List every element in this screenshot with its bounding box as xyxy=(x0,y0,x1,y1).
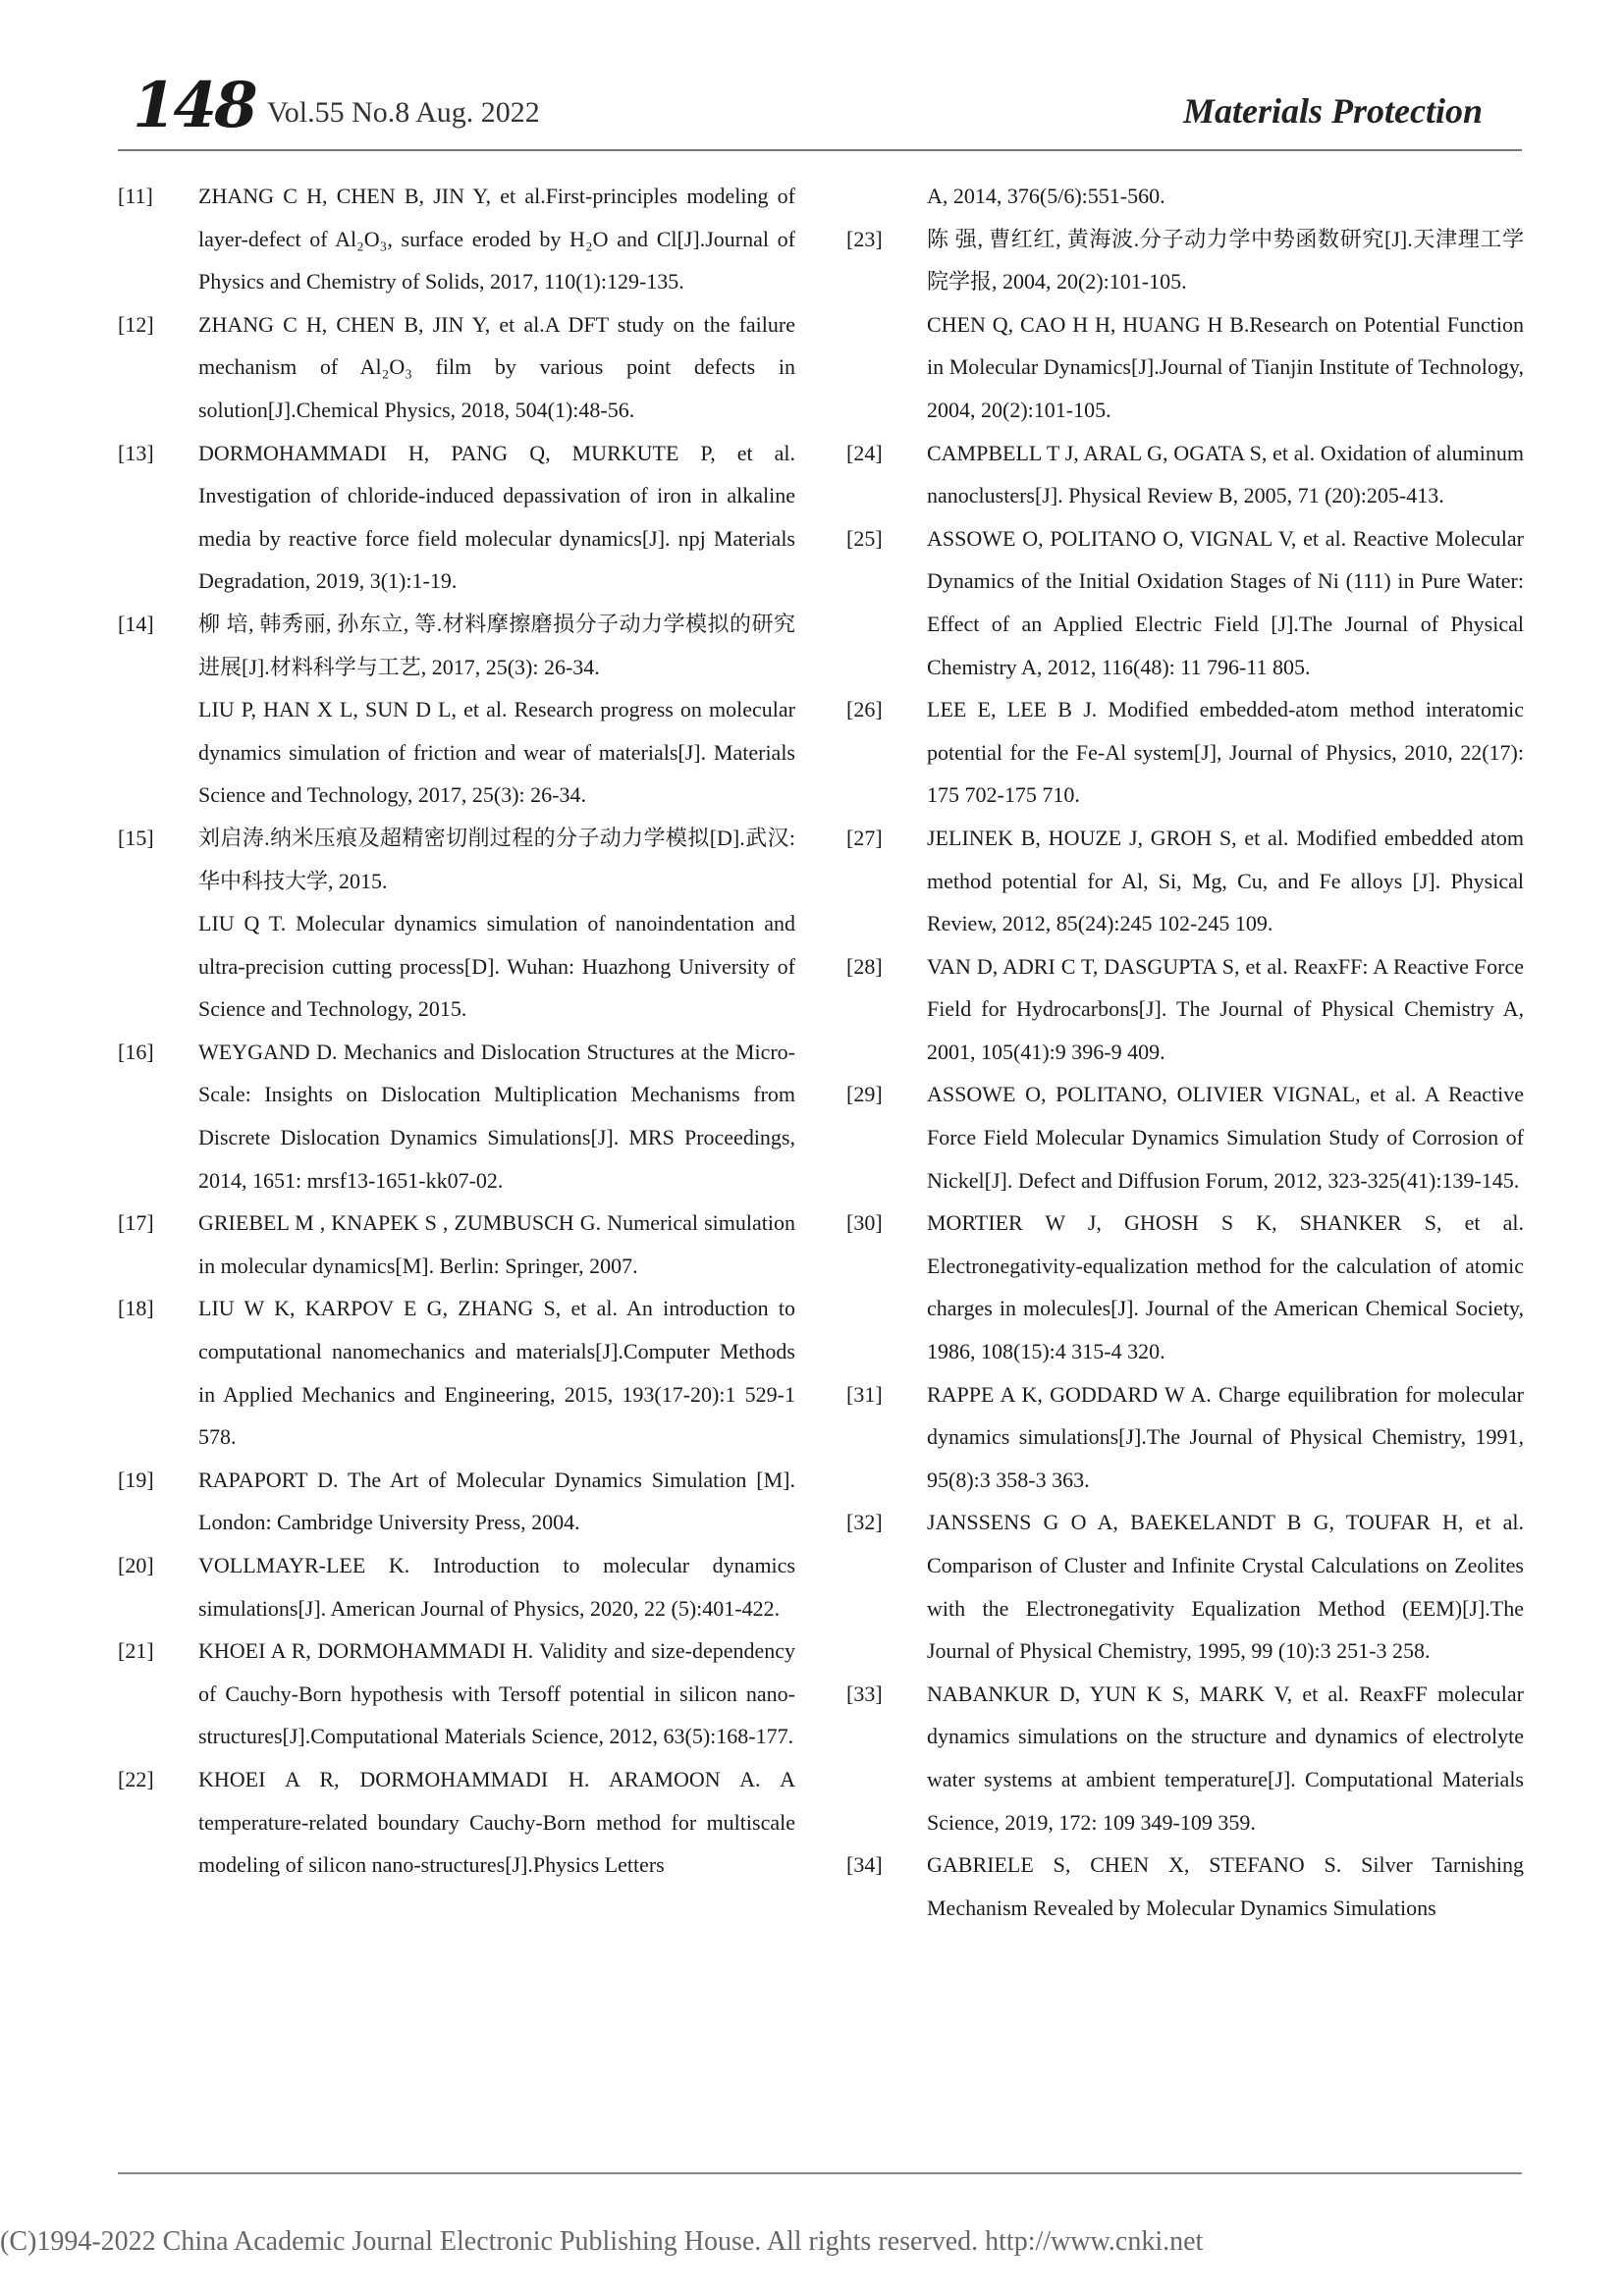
copyright-notice: (C)1994-2022 China Academic Journal Electronic Publishing House. All rights reserved. http://www.cnki.net xyxy=(0,2226,1204,2257)
reference-item xyxy=(118,303,795,432)
reference-item xyxy=(846,1073,1524,1201)
reference-number: [13] xyxy=(118,440,154,465)
reference-text: NABANKUR D, YUN K S, MARK V, et al. ReaxFF molecular dynamics simulations on the structure and dynamics of electrolyte water systems at ambient temperature[J]. Computational Materials Science, 2019, 172: 109 349-109 359. xyxy=(927,1681,1524,1835)
reference-item xyxy=(846,1673,1524,1843)
header-divider xyxy=(118,149,1522,151)
reference-text: LIU W K, KARPOV E G, ZHANG S, et al. An introduction to computational nanomechanics and materials[J].Computer Methods in Applied Mechanics and Engineering, 2015, 193(17-20):1 529-1 578. xyxy=(198,1296,795,1450)
reference-number: [18] xyxy=(118,1296,154,1321)
reference-text: ZHANG C H, CHEN B, JIN Y, et al.First-principles modeling of layer-defect of Al₂O₃, surface eroded by H₂O and Cl[J].Journal of Physics and Chemistry of Solids, 2017, 110(1):129-135. xyxy=(198,184,795,294)
reference-text: GRIEBEL M , KNAPEK S , ZUMBUSCH G. Numerical simulation in molecular dynamics[M]. Berlin: Springer, 2007. xyxy=(198,1210,795,1278)
reference-text: 陈 强, 曹红红, 黄海波.分子动力学中势函数研究[J].天津理工学院学报, 2004, 20(2):101-105. xyxy=(927,226,1524,294)
reference-text: WEYGAND D. Mechanics and Dislocation Structures at the Micro-Scale: Insights on Dislocation Multiplication Mechanisms from Discrete Dislocation Dynamics Simulations[J]. MRS Proceedings, 2014, 1651: mrsf13-1651-kk07-02. xyxy=(198,1039,795,1193)
reference-number: [16] xyxy=(118,1039,154,1064)
reference-item xyxy=(846,517,1524,688)
reference-number: [19] xyxy=(118,1467,154,1492)
footer-divider xyxy=(118,2172,1522,2174)
reference-text: JANSSENS G O A, BAEKELANDT B G, TOUFAR H, et al. Comparison of Cluster and Infinite Crystal Calculations on Zeolites with the Electronegativity Equalization Method (EEM)[J].The Journal of Physical Chemistry, 1995, 99 (10):3 251-3 258. xyxy=(927,1510,1524,1664)
page-number: 148 xyxy=(133,69,255,142)
reference-text: MORTIER W J, GHOSH S K, SHANKER S, et al. Electronegativity-equalization method for the calculation of atomic charges in molecules[J]. Journal of the American Chemical Society, 1986, 108(15):4 315-4 320. xyxy=(927,1210,1524,1364)
reference-number: [27] xyxy=(846,825,883,850)
reference-item xyxy=(846,1501,1524,1672)
reference-item xyxy=(846,817,1524,945)
reference-item xyxy=(118,1031,795,1201)
reference-text: RAPPE A K, GODDARD W A. Charge equilibration for molecular dynamics simulations[J].The Journal of Physical Chemistry, 1991, 95(8):3 358-3 363. xyxy=(927,1381,1524,1492)
reference-number: [32] xyxy=(846,1510,883,1535)
references-left-column xyxy=(118,175,795,1887)
reference-number: [26] xyxy=(846,697,883,722)
reference-text: JELINEK B, HOUZE J, GROH S, et al. Modified embedded atom method potential for Al, Si, Mg, Cu, and Fe alloys [J]. Physical Review, 2012, 85(24):245 102-245 109. xyxy=(927,825,1524,936)
reference-text: ASSOWE O, POLITANO, OLIVIER VIGNAL, et al. A Reactive Force Field Molecular Dynamics Simulation Study of Corrosion of Nickel[J]. Defect and Diffusion Forum, 2012, 323-325(41):139-145. xyxy=(927,1082,1524,1193)
reference-item xyxy=(846,1201,1524,1372)
reference-item xyxy=(118,817,795,1031)
reference-item xyxy=(118,603,795,817)
reference-text: ZHANG C H, CHEN B, JIN Y, et al.A DFT study on the failure mechanism of Al₂O₃ film by various point defects in solution[J].Chemical Physics, 2018, 504(1):48-56. xyxy=(198,311,795,422)
reference-number: [29] xyxy=(846,1082,883,1107)
reference-text: VAN D, ADRI C T, DASGUPTA S, et al. ReaxFF: A Reactive Force Field for Hydrocarbons[J]. The Journal of Physical Chemistry A, 2001, 105(41):9 396-9 409. xyxy=(927,953,1524,1064)
reference-text: 柳 培, 韩秀丽, 孙东立, 等.材料摩擦磨损分子动力学模拟的研究进展[J].材料科学与工艺, 2017, 25(3): 26-34. xyxy=(198,611,795,679)
reference-number: [22] xyxy=(118,1766,154,1791)
reference-item xyxy=(118,1459,795,1544)
journal-title: Materials Protection xyxy=(1183,91,1483,131)
reference-number: [25] xyxy=(846,525,883,551)
reference-text: VOLLMAYR-LEE K. Introduction to molecular dynamics simulations[J]. American Journal of Physics, 2020, 22 (5):401-422. xyxy=(198,1553,795,1621)
reference-number: [24] xyxy=(846,440,883,465)
reference-number: [12] xyxy=(118,311,154,337)
reference-number: [21] xyxy=(118,1638,154,1664)
reference-item xyxy=(846,688,1524,817)
reference-text: CAMPBELL T J, ARAL G, OGATA S, et al. Oxidation of aluminum nanoclusters[J]. Physical Review B, 2005, 71 (20):205-413. xyxy=(927,440,1524,508)
references-right-column xyxy=(846,175,1524,1929)
reference-number: [23] xyxy=(846,226,883,251)
reference-text: KHOEI A R, DORMOHAMMADI H. ARAMOON A. A temperature-related boundary Cauchy-Born method for multiscale modeling of silicon nano-structures[J].Physics Letters xyxy=(198,1766,795,1878)
reference-text: DORMOHAMMADI H, PANG Q, MURKUTE P, et al. Investigation of chloride-induced depassivation of iron in alkaline media by reactive force field molecular dynamics[J]. npj Materials Degradation, 2019, 3(1):1-19. xyxy=(198,440,795,594)
reference-number: [11] xyxy=(118,184,153,208)
reference-number: [17] xyxy=(118,1210,154,1236)
reference-text: KHOEI A R, DORMOHAMMADI H. Validity and size-dependency of Cauchy-Born hypothesis with Tersoff potential in silicon nano-structures[J].Computational Materials Science, 2012, 63(5):168-177. xyxy=(198,1638,795,1749)
reference-text: RAPAPORT D. The Art of Molecular Dynamics Simulation [M]. London: Cambridge University Press, 2004. xyxy=(198,1467,795,1535)
reference-item xyxy=(846,218,1524,432)
reference-item xyxy=(118,1544,795,1629)
reference-item xyxy=(118,175,795,303)
reference-item xyxy=(118,1758,795,1887)
reference-item xyxy=(846,1843,1524,1929)
reference-number: [33] xyxy=(846,1681,883,1706)
reference-english-text: LIU Q T. Molecular dynamics simulation of nanoindentation and ultra-precision cutting process[D]. Wuhan: Huazhong University of Science and Technology, 2015. xyxy=(198,911,795,1022)
reference-item xyxy=(846,432,1524,517)
reference-item xyxy=(118,1629,795,1758)
reference-item xyxy=(118,1201,795,1287)
reference-item xyxy=(846,1373,1524,1502)
reference-number: [34] xyxy=(846,1852,883,1878)
reference-item xyxy=(118,432,795,603)
reference-text: LEE E, LEE B J. Modified embedded-atom method interatomic potential for the Fe-Al system[J], Journal of Physics, 2010, 22(17): 175 702-175 710. xyxy=(927,697,1524,808)
reference-english-text: CHEN Q, CAO H H, HUANG H B.Research on Potential Function in Molecular Dynamics[J].Journal of Tianjin Institute of Technology, 2004, 20(2):101-105. xyxy=(927,311,1524,422)
reference-number: [28] xyxy=(846,953,883,979)
page-header xyxy=(118,69,1512,147)
reference-continuation: A, 2014, 376(5/6):551-560. xyxy=(927,184,1165,208)
reference-number: [14] xyxy=(118,611,154,636)
reference-number: [30] xyxy=(846,1210,883,1236)
reference-english-text: LIU P, HAN X L, SUN D L, et al. Research progress on molecular dynamics simulation of friction and wear of materials[J]. Materials Science and Technology, 2017, 25(3): 26-34. xyxy=(198,697,795,808)
issue-info: Vol.55 No.8 Aug. 2022 xyxy=(267,96,540,129)
reference-text: GABRIELE S, CHEN X, STEFANO S. Silver Tarnishing Mechanism Revealed by Molecular Dynamics Simulations xyxy=(927,1852,1524,1920)
reference-text: ASSOWE O, POLITANO O, VIGNAL V, et al. Reactive Molecular Dynamics of the Initial Oxidation Stages of Ni (111) in Pure Water: Effect of an Applied Electric Field [J].The Journal of Physical Chemistry A, 2012, 116(48): 11 796-11 805. xyxy=(927,525,1524,679)
reference-number: [20] xyxy=(118,1553,154,1577)
reference-number: [15] xyxy=(118,825,154,850)
reference-item xyxy=(118,1287,795,1458)
reference-text: 刘启涛.纳米压痕及超精密切削过程的分子动力学模拟[D].武汉:华中科技大学, 2015. xyxy=(198,825,795,893)
reference-number: [31] xyxy=(846,1381,883,1407)
reference-item xyxy=(846,945,1524,1074)
